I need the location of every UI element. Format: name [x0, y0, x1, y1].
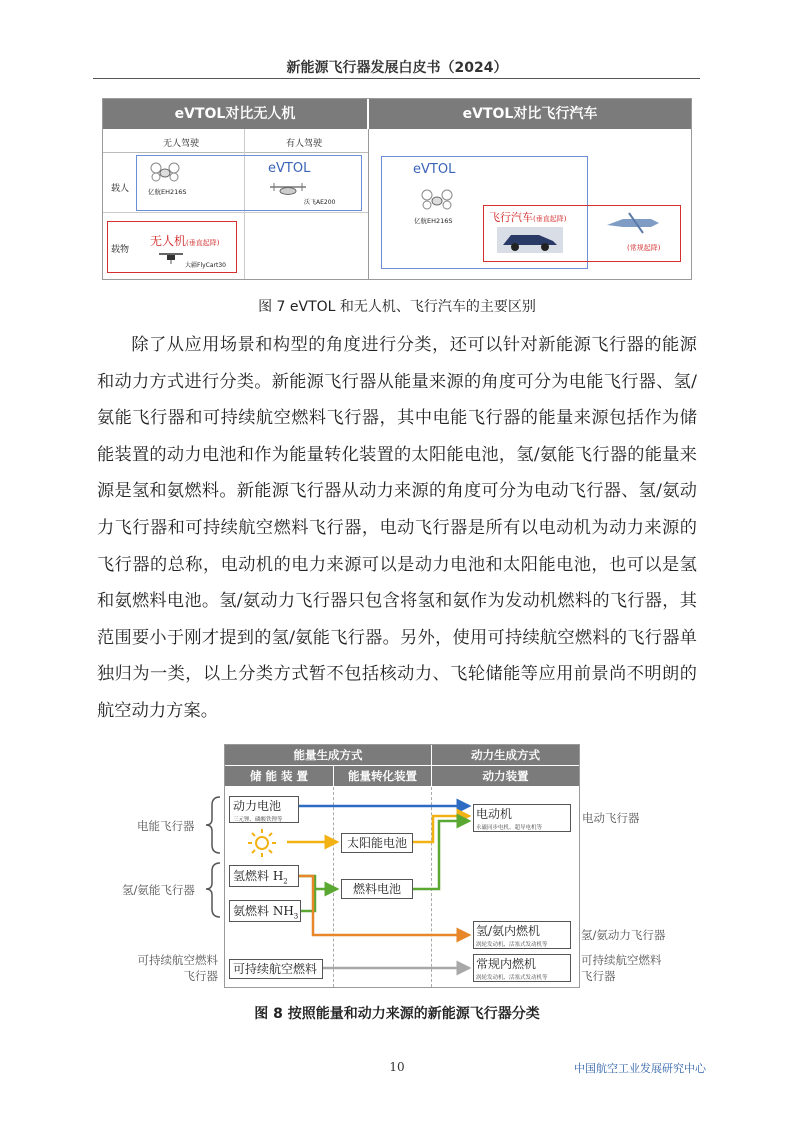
right-label-saf — [581, 952, 662, 984]
fig7-row-passenger: 载人 — [111, 184, 130, 194]
conv-engine-sub: 涡轮发动机、活塞式发动机等 — [476, 975, 548, 981]
fig7-left-header: eVTOL对比无人机 — [103, 99, 367, 129]
header-rule — [93, 78, 700, 79]
saf-label: 可持续航空燃料 — [233, 962, 318, 976]
dji-drone-image — [158, 251, 184, 265]
nh3-fuel-sub: 3 — [293, 912, 299, 921]
ice-label: 氢/氨内燃机 — [476, 924, 541, 938]
flying-car-tag: (垂直起降) — [533, 215, 567, 223]
woflying-aircraft-image — [268, 179, 308, 199]
left-label-hydrogen: 氢/氨能飞行器 — [122, 883, 195, 897]
fuelcell-to-motor-arrow — [411, 821, 469, 889]
fig7-sub-manned: 有人驾驶 — [286, 139, 323, 149]
figure-8-caption: 图 8 按照能量和动力来源的新能源飞行器分类 — [254, 1006, 540, 1022]
figure-8 — [224, 744, 580, 988]
conversion-header: 能量转化装置 — [334, 766, 431, 786]
page-number: 10 — [389, 1060, 405, 1074]
h2-fuel-box — [229, 865, 299, 887]
sun-icon — [247, 828, 277, 858]
battery-box — [229, 796, 299, 823]
fig7-sub-unmanned: 无人驾驶 — [163, 139, 200, 149]
fig7-row-divider — [103, 212, 368, 213]
flying-car-image — [497, 227, 563, 253]
fuel-cell-box: 燃料电池 — [341, 879, 413, 899]
drone-title — [150, 232, 219, 249]
h2-fuel-label: 氢燃料 H — [233, 869, 284, 883]
power-header: 动力生成方式 — [432, 745, 579, 765]
body-paragraph: 除了从应用场景和构型的角度进行分类，还可以针对新能源飞行器的能源和动力方式进行分类。新能源飞行器从能量来源的角度可分为电能飞行器、氢/氨能飞行器和可持续航空燃料飞行器，其中电能飞行器的能量来源包括作为储能装置的动力电池和作为能量转化装置的太阳能电池，氢/氨能飞行器的能量来源是氢和氨燃料。新能源飞行器从动力来源的角度可分为电动飞行器、氢/氨动力飞行器和可持续航空燃料飞行器，电动飞行器是所有以电动机为动力来源的飞行器的总称，电动机的电力来源可以是动力电池和太阳能电池，也可以是氢和氨燃料电池。氢/氨动力飞行器只包含将氢和氨作为发动机燃料的飞行器，其范围要小于刚才提到的氢/氨能飞行器。另外，使用可持续航空燃料的飞行器单独归为一类，以上分类方式暂不包括核动力、飞轮储能等应用前景尚不明朗的航空动力方案。 — [97, 335, 697, 721]
conventional-engine-box — [473, 954, 571, 982]
motor-box — [473, 804, 571, 832]
nh3-fuel-box — [229, 900, 301, 922]
conventional-flying-car-image — [603, 209, 661, 237]
woflying-caption: 沃飞AE200 — [304, 199, 336, 206]
ehang-drone-image — [150, 162, 180, 182]
ice-box — [473, 921, 571, 949]
conventional-tag: (常规起降) — [627, 244, 661, 252]
battery-sub: 三元锂、磷酸铁锂等 — [233, 817, 283, 823]
h2-fuel-sub: 2 — [283, 877, 288, 886]
left-brackets — [200, 795, 224, 925]
left-label-saf — [133, 952, 218, 984]
power-device-header: 动力装置 — [432, 766, 579, 786]
right-label-hydrogen: 氢/氨动力飞行器 — [581, 928, 666, 942]
fig7-subheader-row — [103, 129, 368, 153]
right-label-saf-1: 可持续航空燃料 — [581, 953, 662, 967]
figure-7-caption: 图 7 eVTOL 和无人机、飞行汽车的主要区别 — [258, 299, 536, 315]
energy-header: 能量生成方式 — [225, 745, 431, 765]
dji-caption: 大疆FlyCart30 — [185, 262, 226, 269]
conv-engine-label: 常规内燃机 — [476, 957, 537, 971]
ehang-caption-2: 亿航EH216S — [414, 217, 453, 225]
solar-cell-box: 太阳能电池 — [341, 833, 413, 853]
ice-sub: 涡轮发动机、活塞式发动机等 — [476, 942, 548, 948]
flying-car-title-text: 飞行汽车 — [489, 211, 533, 224]
left-label-saf-2: 飞行器 — [183, 969, 218, 983]
figure-7 — [102, 98, 692, 280]
motor-label: 电动机 — [476, 807, 513, 821]
drone-tag: (垂直起降) — [186, 239, 220, 247]
fig7-divider — [368, 129, 369, 279]
evtol-label-right: eVTOL — [413, 162, 456, 177]
motor-sub: 永磁同步电机、超导电机等 — [476, 825, 543, 831]
left-label-saf-1: 可持续航空燃料 — [137, 953, 218, 967]
battery-label: 动力电池 — [233, 799, 282, 813]
body-text — [97, 327, 697, 730]
drone-title-text: 无人机 — [150, 234, 187, 248]
evtol-label-left: eVTOL — [268, 161, 311, 176]
ehang-drone-image-2 — [421, 189, 453, 211]
right-label-saf-2: 飞行器 — [581, 969, 616, 983]
right-label-electric: 电动飞行器 — [582, 811, 640, 825]
storage-header: 储 能 装 置 — [225, 766, 333, 786]
fig7-right-header: eVTOL对比飞行汽车 — [369, 99, 691, 129]
fig7-row-cargo: 载物 — [111, 245, 130, 255]
running-header: 新能源飞行器发展白皮书（2024） — [286, 60, 508, 76]
flying-car-title — [489, 209, 566, 225]
nh3-fuel-label: 氨燃料 NH — [233, 904, 294, 918]
h2-to-fuelcell-arrow — [299, 876, 337, 889]
left-label-electric: 电能飞行器 — [137, 819, 195, 833]
footer-organization: 中国航空工业发展研究中心 — [574, 1062, 706, 1075]
saf-box — [229, 959, 323, 979]
ehang-caption: 亿航EH216S — [148, 188, 187, 196]
